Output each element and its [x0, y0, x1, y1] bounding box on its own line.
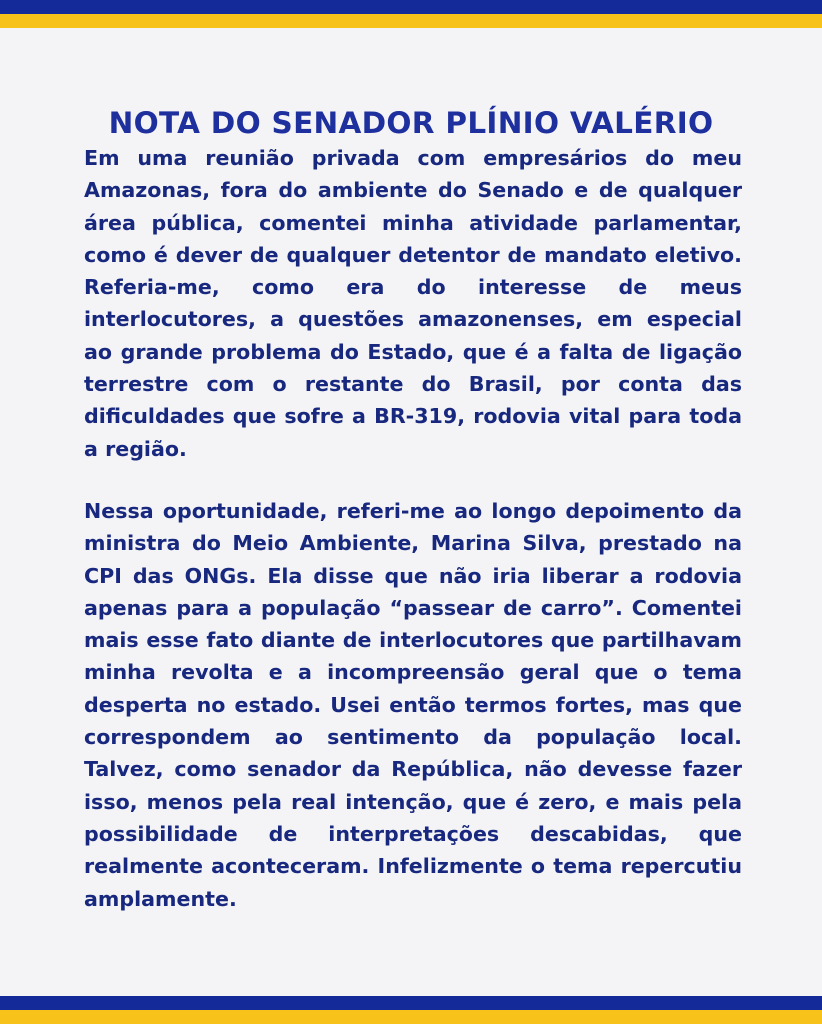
bottom-blue-stripe	[0, 996, 822, 1010]
top-color-band	[0, 0, 822, 28]
note-paragraph-1: Em uma reunião privada com empresários do meu Amazonas, fora do ambiente do Senado e de qualquer área pública, comentei minha atividade parlamentar, como é dever de qualquer detentor de mandato eletivo. Referia-me, como era do interesse de meus interlocutores, a questões amazonenses, em especial ao grande problema do Estado, que é a falta de ligação terrestre com o restante do Brasil, por conta das dificuldades que sofre a BR-319, rodovia vital para toda a região.	[84, 146, 742, 461]
note-paragraph-2: Nessa oportunidade, referi-me ao longo depoimento da ministra do Meio Ambiente, Marina Silva, prestado na CPI das ONGs. Ela disse que não iria liberar a rodovia apenas para a população “passear de carro”. Comentei mais esse fato diante de interlocutores que partilhavam minha revolta e a incompreensão geral que o tema desperta no estado. Usei então termos fortes, mas que correspondem ao sentimento da população local. Talvez, como senador da República, não devesse fazer isso, menos pela real intenção, que é zero, e mais pela possibilidade de interpretações descabidas, que realmente aconteceram. Infelizmente o tema repercutiu amplamente.	[84, 498, 742, 911]
top-yellow-stripe	[0, 14, 822, 28]
bottom-yellow-stripe	[0, 1010, 822, 1024]
note-title: NOTA DO SENADOR PLÍNIO VALÉRIO	[108, 105, 714, 140]
bottom-color-band	[0, 996, 822, 1024]
note-body	[84, 142, 742, 915]
top-blue-stripe	[0, 0, 822, 14]
